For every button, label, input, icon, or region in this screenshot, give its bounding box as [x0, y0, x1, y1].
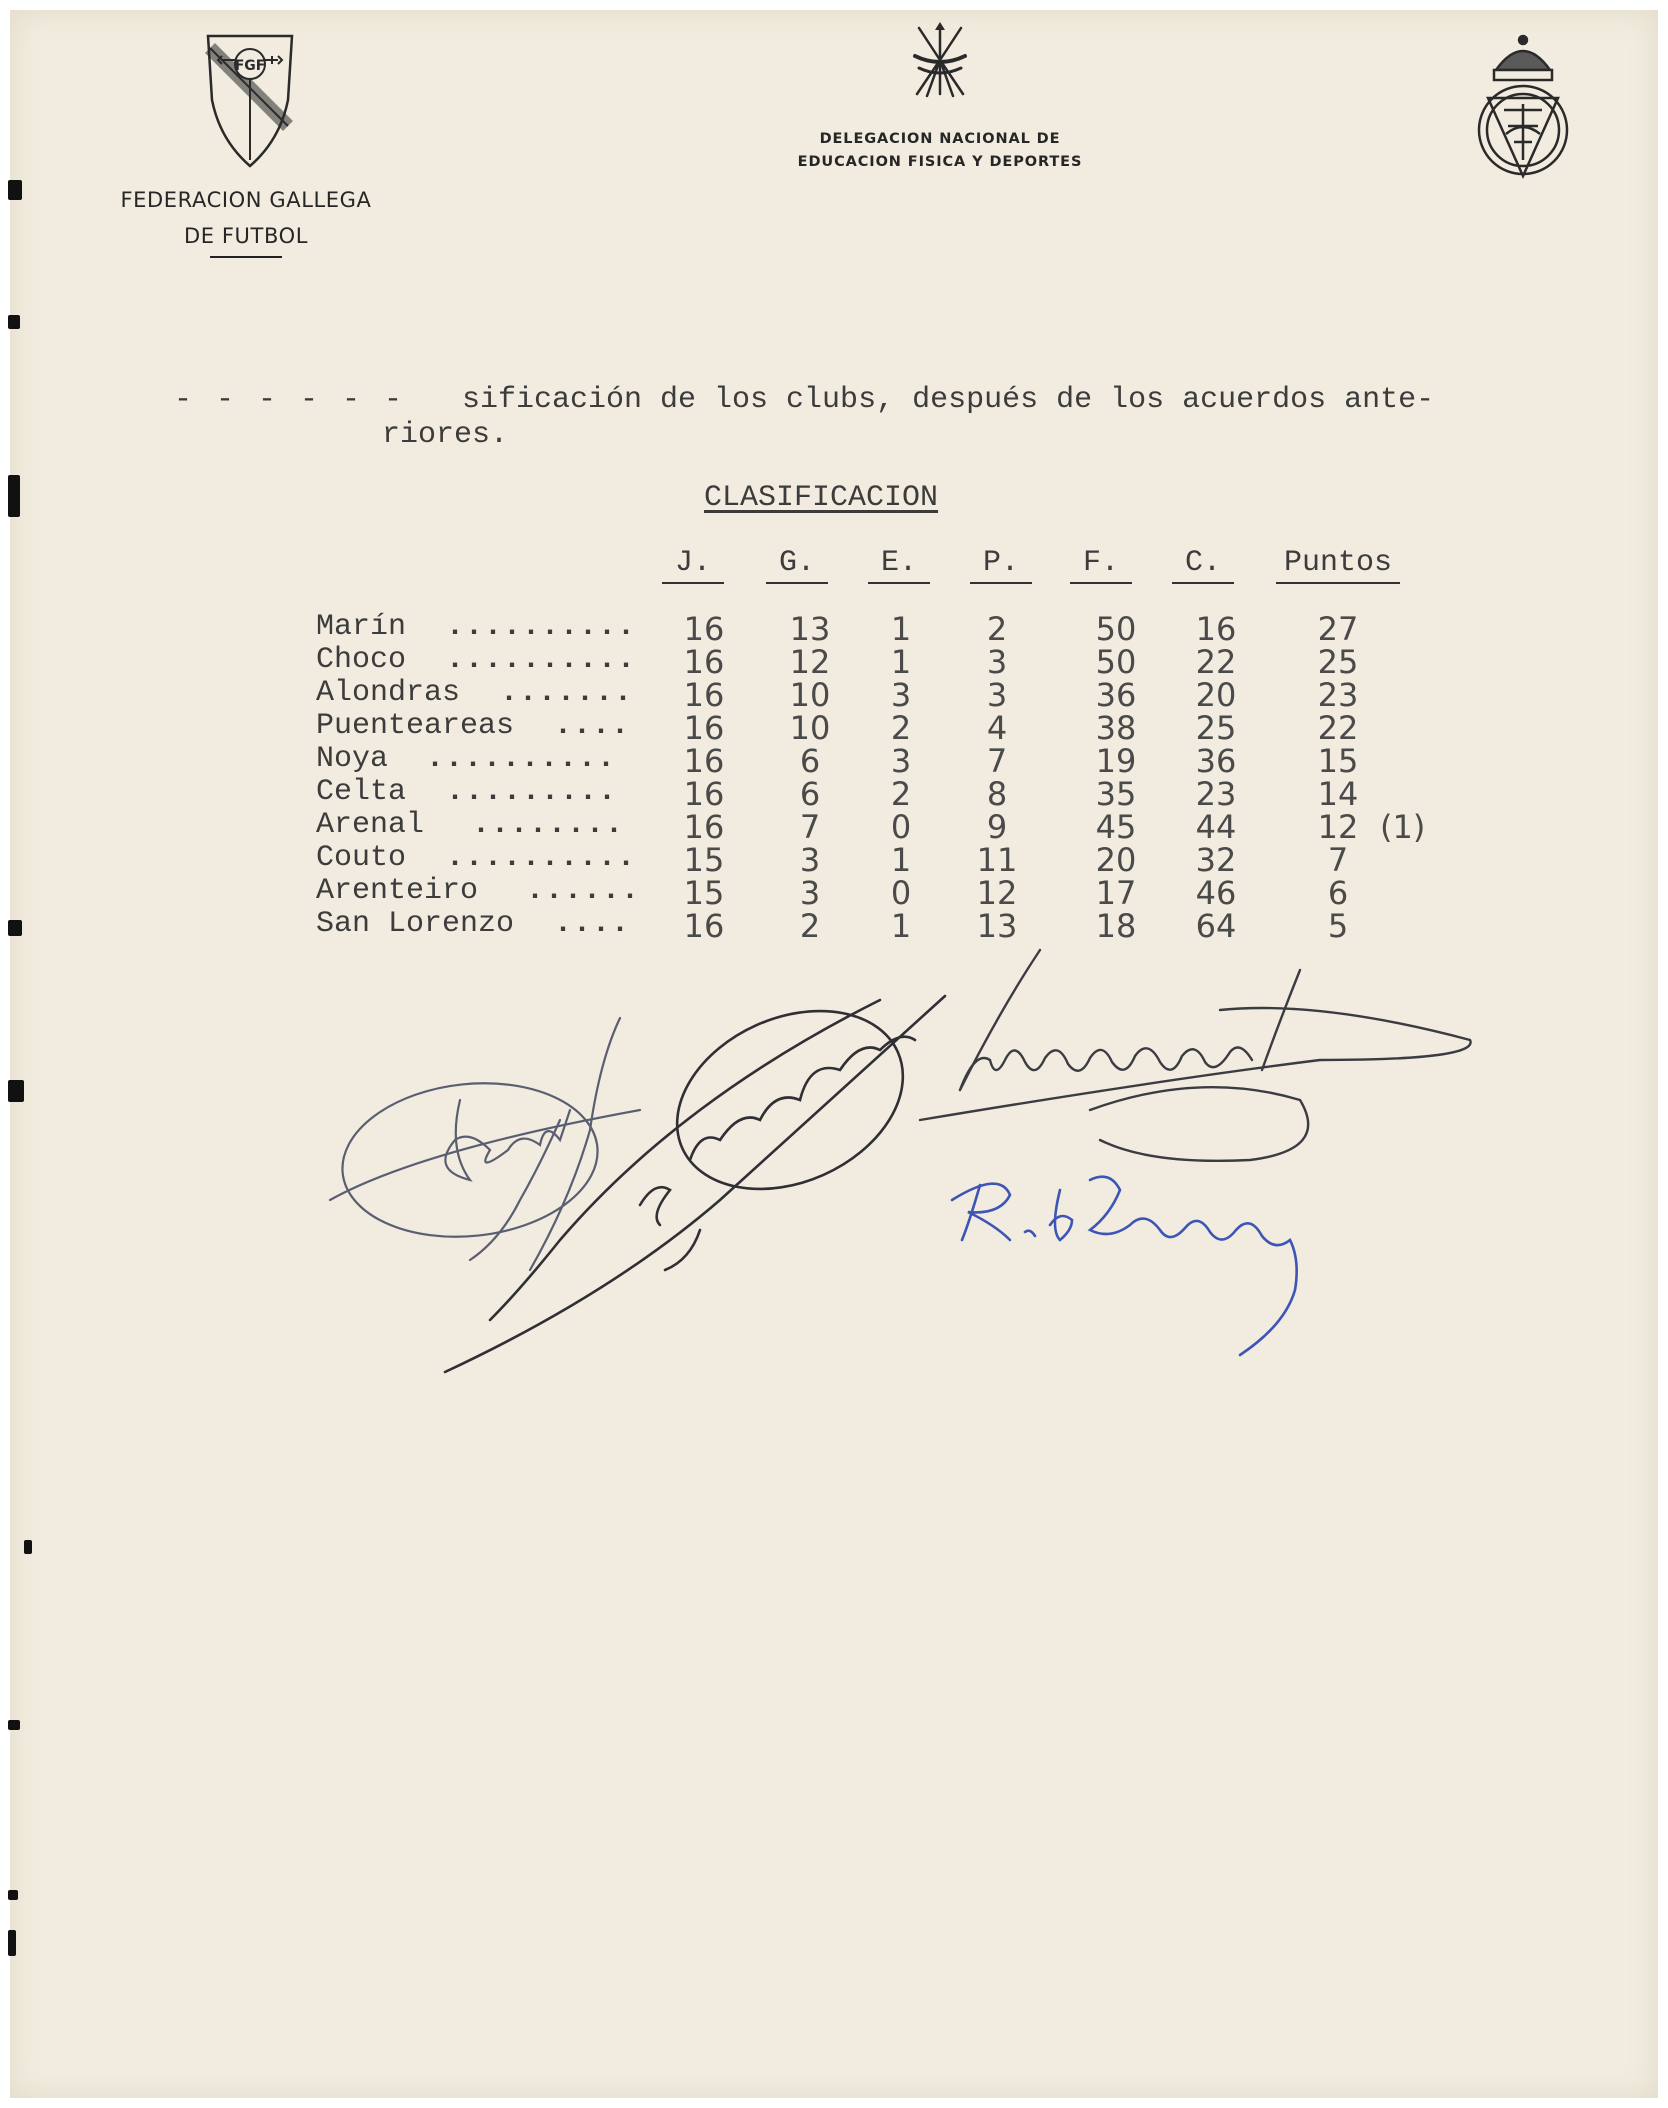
cell-drawn: 2 [890, 709, 912, 747]
cell-played: 16 [683, 907, 725, 945]
column-header-label: C. [1184, 546, 1221, 580]
cell-lost: 9 [986, 808, 1008, 846]
cell-drawn: 3 [890, 742, 912, 780]
delegation-name-line1: DELEGACION NACIONAL DE [819, 131, 1061, 147]
cell-goals-against: 20 [1195, 676, 1237, 714]
cell-goals-for: 20 [1095, 841, 1137, 879]
cell-points: 5 [1327, 907, 1349, 945]
cell-drawn: 1 [890, 610, 912, 648]
cell-goals-for: 38 [1095, 709, 1137, 747]
intro-text-line1: sificación de los clubs, después de los acuerdos ante- [462, 383, 1435, 417]
cell-points: 22 [1317, 709, 1359, 747]
club-name: Marín [316, 610, 407, 644]
column-header-label: P. [982, 546, 1019, 580]
cell-points: 6 [1327, 874, 1349, 912]
cell-goals-against: 16 [1195, 610, 1237, 648]
cell-points: 15 [1317, 742, 1359, 780]
dot-leader: ......... [446, 775, 618, 809]
federation-emblem-text: FGF [234, 58, 266, 74]
cell-won: 3 [799, 874, 821, 912]
cell-goals-against: 44 [1195, 808, 1237, 846]
cell-goals-for: 18 [1095, 907, 1137, 945]
federation-name-line2: DE FUTBOL [183, 224, 309, 248]
cell-drawn: 1 [890, 643, 912, 681]
dot-leader: ....... [500, 676, 634, 710]
dot-leader: .......... [446, 643, 637, 677]
cell-won: 6 [799, 775, 821, 813]
column-header-label: G. [778, 546, 815, 580]
federation-name-line1: FEDERACION GALLEGA [120, 188, 372, 212]
cell-played: 16 [683, 742, 725, 780]
cell-lost: 8 [986, 775, 1008, 813]
cell-goals-for: 17 [1095, 874, 1137, 912]
cell-drawn: 3 [890, 676, 912, 714]
cell-points: 14 [1317, 775, 1359, 813]
cell-lost: 12 [976, 874, 1018, 912]
dot-leader: .......... [426, 742, 617, 776]
club-name: Celta [316, 775, 407, 809]
cell-won: 12 [789, 643, 831, 681]
leading-dashes: - - - - - - [174, 383, 406, 417]
dot-leader: .......... [446, 610, 637, 644]
club-name: Puenteareas [316, 709, 515, 743]
signature-2 [445, 977, 945, 1372]
club-name: Couto [316, 841, 407, 875]
cell-drawn: 2 [890, 775, 912, 813]
cell-goals-for: 50 [1095, 610, 1137, 648]
cell-won: 13 [789, 610, 831, 648]
cell-drawn: 0 [890, 874, 912, 912]
club-name: Arenteiro [316, 874, 479, 908]
cell-goals-for: 45 [1095, 808, 1137, 846]
signature-1 [330, 1018, 640, 1270]
dot-leader: .... [554, 709, 631, 743]
cell-points: 7 [1327, 841, 1349, 879]
dot-leader: .... [554, 907, 631, 941]
cell-goals-against: 64 [1195, 907, 1237, 945]
signature-3 [920, 950, 1471, 1161]
cell-goals-against: 25 [1195, 709, 1237, 747]
dot-leader: ........ [472, 808, 625, 842]
cell-goals-against: 23 [1195, 775, 1237, 813]
cell-goals-for: 50 [1095, 643, 1137, 681]
signature-4 [952, 1177, 1297, 1355]
cell-played: 15 [683, 874, 725, 912]
cell-drawn: 0 [890, 808, 912, 846]
cell-won: 3 [799, 841, 821, 879]
cell-won: 6 [799, 742, 821, 780]
column-header-label: F. [1082, 546, 1119, 580]
cell-goals-against: 46 [1195, 874, 1237, 912]
cell-goals-against: 32 [1195, 841, 1237, 879]
cell-points: 27 [1317, 610, 1359, 648]
cell-won: 10 [789, 676, 831, 714]
cell-goals-for: 19 [1095, 742, 1137, 780]
row-footnote-marker: (1) [1380, 808, 1426, 846]
cell-points: 25 [1317, 643, 1359, 681]
delegation-name-line2: EDUCACION FISICA Y DEPORTES [797, 154, 1083, 170]
cell-points: 23 [1317, 676, 1359, 714]
cell-played: 16 [683, 808, 725, 846]
cell-won: 10 [789, 709, 831, 747]
cell-goals-against: 36 [1195, 742, 1237, 780]
dot-leader: .......... [446, 841, 637, 875]
cell-goals-for: 36 [1095, 676, 1137, 714]
cell-won: 7 [799, 808, 821, 846]
cell-lost: 7 [986, 742, 1008, 780]
cell-played: 16 [683, 643, 725, 681]
classification-title: CLASIFICACION [704, 481, 939, 515]
cell-drawn: 1 [890, 841, 912, 879]
club-name: Choco [316, 643, 407, 677]
cell-played: 16 [683, 709, 725, 747]
club-name: Noya [316, 742, 389, 776]
cell-lost: 4 [986, 709, 1008, 747]
column-header-label: Puntos [1283, 546, 1393, 580]
column-header-label: E. [880, 546, 917, 580]
cell-lost: 3 [986, 676, 1008, 714]
dot-leader: ...... [526, 874, 641, 908]
cell-lost: 11 [976, 841, 1018, 879]
cell-goals-against: 22 [1195, 643, 1237, 681]
club-name: Alondras [316, 676, 461, 710]
cell-played: 16 [683, 775, 725, 813]
cell-lost: 13 [976, 907, 1018, 945]
cell-lost: 2 [986, 610, 1008, 648]
intro-text-line2: riores. [382, 418, 509, 452]
column-header-label: J. [674, 546, 711, 580]
cell-played: 16 [683, 610, 725, 648]
club-name: San Lorenzo [316, 907, 515, 941]
cell-played: 16 [683, 676, 725, 714]
cell-won: 2 [799, 907, 821, 945]
cell-points: 12 [1317, 808, 1359, 846]
club-name: Arenal [316, 808, 425, 842]
cell-lost: 3 [986, 643, 1008, 681]
cell-drawn: 1 [890, 907, 912, 945]
cell-goals-for: 35 [1095, 775, 1137, 813]
cell-played: 15 [683, 841, 725, 879]
